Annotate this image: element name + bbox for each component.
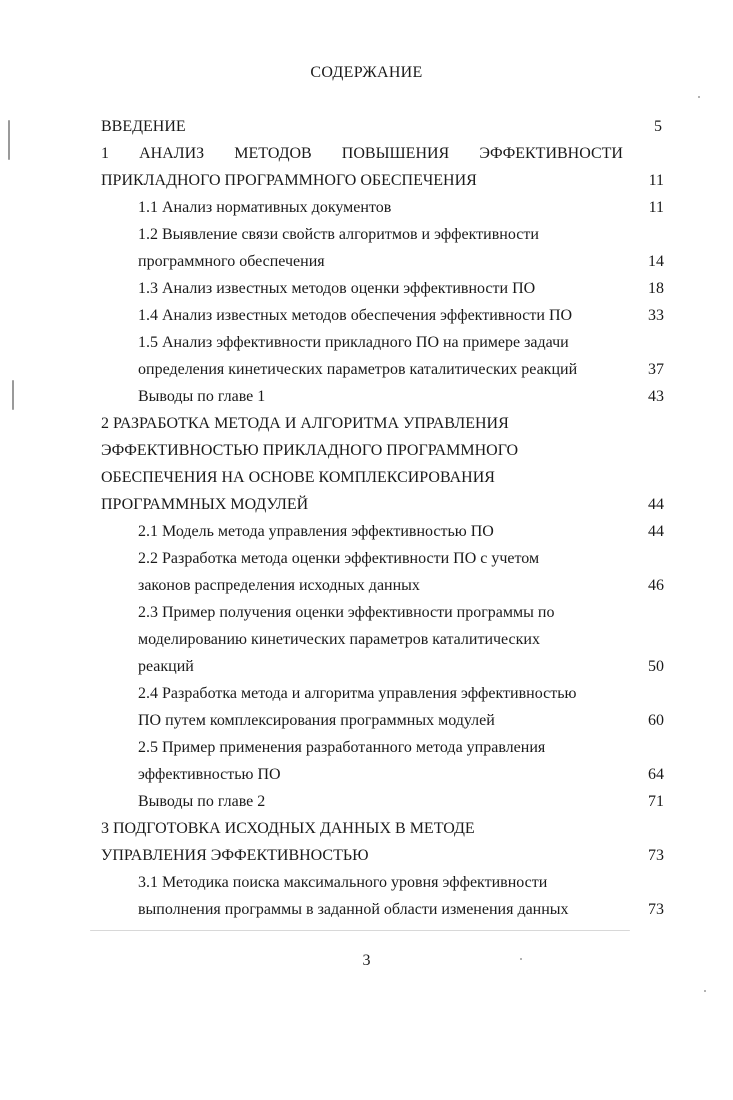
toc-entry-intro: ВВЕДЕНИЕ [101, 118, 186, 135]
toc-page-number: 37 [648, 361, 664, 378]
toc-page-number: 71 [648, 793, 664, 810]
toc-entry-1-5-line1: 1.5 Анализ эффективности прикладного ПО на примере задачи [138, 334, 569, 351]
toc-entry-2-2-line2: законов распределения исходных данных [138, 577, 420, 594]
toc-page-number: 18 [648, 280, 664, 297]
scan-mark [520, 958, 522, 960]
toc-entry-1-2-line2: программного обеспечения [138, 253, 325, 270]
toc-entry-2-3-line2: моделированию кинетических параметров каталитических [138, 631, 540, 648]
scan-mark [12, 380, 14, 410]
toc-entry-chapter-3-line1: 3 ПОДГОТОВКА ИСХОДНЫХ ДАННЫХ В МЕТОДЕ [101, 820, 475, 837]
toc-page-number: 50 [648, 658, 664, 675]
scan-mark [704, 990, 706, 992]
toc-entry-conclusions-1: Выводы по главе 1 [138, 388, 266, 405]
toc-page-number: 44 [648, 523, 664, 540]
toc-entry-2-2-line1: 2.2 Разработка метода оценки эффективности ПО с учетом [138, 550, 540, 567]
word: АНАЛИЗ [139, 145, 205, 162]
toc-entry-chapter-3-line2: УПРАВЛЕНИЯ ЭФФЕКТИВНОСТЬЮ [101, 847, 369, 864]
word: ПОВЫШЕНИЯ [341, 145, 450, 162]
toc-page-number: 43 [648, 388, 664, 405]
toc-page-number: 46 [648, 577, 664, 594]
toc-page-number: 73 [648, 847, 664, 864]
toc-page-number: 73 [648, 901, 664, 918]
toc-page-number: 44 [648, 496, 664, 513]
word: МЕТОДОВ [234, 145, 312, 162]
toc-entry-1-5-line2: определения кинетических параметров каталитических реакций [138, 361, 578, 378]
toc-entry-chapter-2-line2: ЭФФЕКТИВНОСТЬЮ ПРИКЛАДНОГО ПРОГРАММНОГО [101, 442, 519, 459]
toc-entry-2-3-line1: 2.3 Пример получения оценки эффективности программы по [138, 604, 555, 621]
toc-page-number: 60 [648, 712, 664, 729]
toc-page-number: 11 [648, 199, 664, 216]
toc-page-number: 5 [654, 118, 662, 135]
toc-entry-2-5-line2: эффективностью ПО [138, 766, 281, 783]
toc-page-number: 11 [648, 172, 664, 189]
toc-entry-1-1: 1.1 Анализ нормативных документов [138, 199, 392, 216]
toc-entry-1-3: 1.3 Анализ известных методов оценки эффективности ПО [138, 280, 536, 297]
toc-entry-2-5-line1: 2.5 Пример применения разработанного метода управления [138, 739, 546, 756]
toc-entry-1-2-line1: 1.2 Выявление связи свойств алгоритмов и эффективности [138, 226, 539, 243]
scan-mark [698, 96, 700, 98]
toc-entry-2-4-line1: 2.4 Разработка метода и алгоритма управления эффективностью [138, 685, 577, 702]
word: ЭФФЕКТИВНОСТИ [479, 145, 623, 162]
toc-entry-2-1: 2.1 Модель метода управления эффективностью ПО [138, 523, 494, 540]
toc-page-number: 64 [648, 766, 664, 783]
toc-page-number: 33 [648, 307, 664, 324]
toc-page-number: 14 [648, 253, 664, 270]
word: 1 [101, 145, 109, 162]
toc-entry-3-1-line1: 3.1 Методика поиска максимального уровня эффективности [138, 874, 548, 891]
toc-entry-1-4: 1.4 Анализ известных методов обеспечения эффективности ПО [138, 307, 573, 324]
toc-entry-3-1-line2: выполнения программы в заданной области изменения данных [138, 901, 569, 918]
toc-entry-2-3-line3: реакций [138, 658, 194, 675]
toc-entry-chapter-2-line1: 2 РАЗРАБОТКА МЕТОДА И АЛГОРИТМА УПРАВЛЕНИЯ [101, 415, 509, 432]
page-title: СОДЕРЖАНИЕ [310, 64, 423, 81]
toc-entry-chapter-1-line2: ПРИКЛАДНОГО ПРОГРАММНОГО ОБЕСПЕЧЕНИЯ [101, 172, 477, 189]
toc-entry-conclusions-2: Выводы по главе 2 [138, 793, 266, 810]
toc-entry-chapter-2-line4: ПРОГРАММНЫХ МОДУЛЕЙ [101, 496, 309, 513]
toc-entry-chapter-1-line1 [101, 144, 623, 164]
toc-entry-2-4-line2: ПО путем комплексирования программных модулей [138, 712, 495, 729]
scan-mark [90, 930, 630, 931]
scan-mark [8, 120, 10, 160]
page-number: 3 [362, 952, 371, 969]
toc-entry-chapter-2-line3: ОБЕСПЕЧЕНИЯ НА ОСНОВЕ КОМПЛЕКСИРОВАНИЯ [101, 469, 495, 486]
